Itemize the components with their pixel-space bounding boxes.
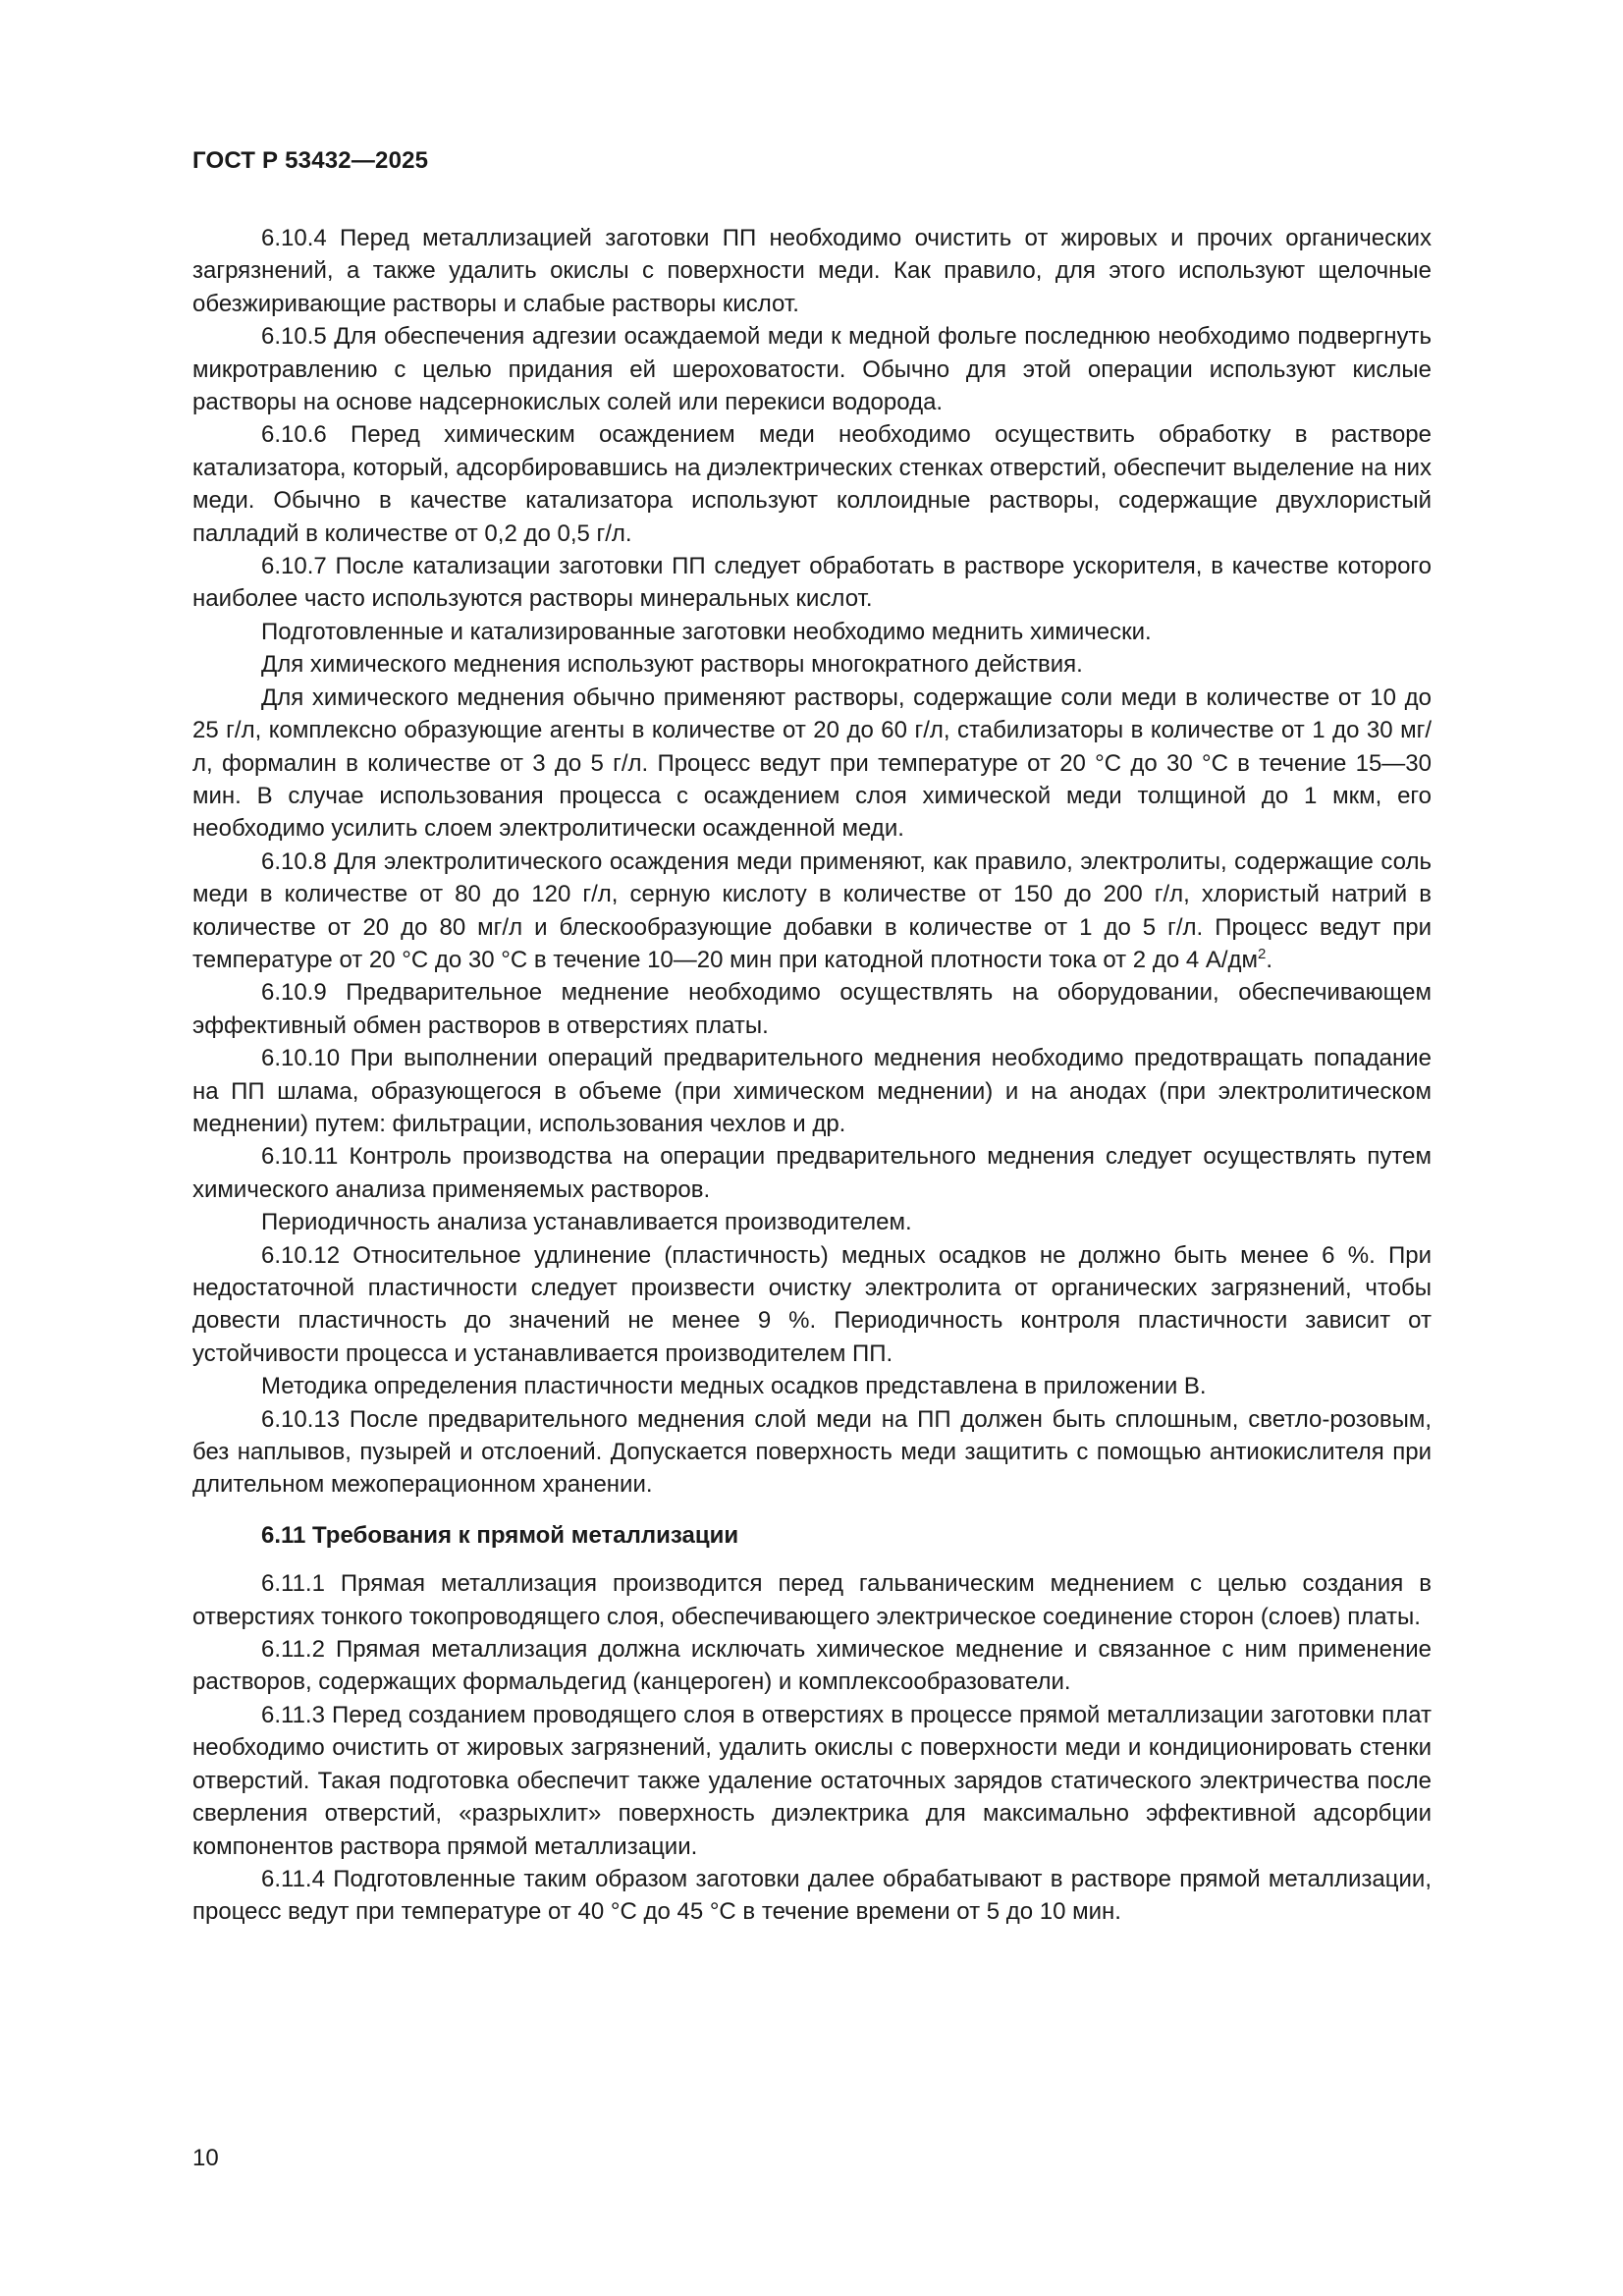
document-header: ГОСТ Р 53432—2025 (192, 147, 429, 174)
page-number: 10 (192, 2145, 219, 2171)
paragraph-6-10-12: 6.10.12 Относительное удлинение (пластичность) медных осадков не должно быть менее 6 %. При недостаточной пластичности следует произвести очистку электролита от органических загрязнений, чтобы довести пластичность до значений не менее 9 %. Периодичность контроля пластичности зависит от устойчивости процесса и устанавливается производителем ПП. (192, 1241, 1432, 1367)
paragraph-6-10-13: 6.10.13 После предварительного меднения слой меди на ПП должен быть сплошным, светло-розовым, без наплывов, пузырей и отслоений. Допускается поверхность меди защитить с помощью антиокислителя при длительном межоперационном хранении. (192, 1405, 1432, 1499)
paragraph-6-11-3: 6.11.3 Перед созданием проводящего слоя в отверстиях в процессе прямой металлизации заготовки плат необходимо очистить от жировых загрязнений, удалить окислы с поверхности меди и кондиционировать стенки отверстий. Такая подготовка обеспечит также удаление остаточных зарядов статического электричества после сверления отверстий, «разрыхлит» поверхность диэлектрика для максимально эффективной адсорбции компонентов раствора прямой металлизации. (192, 1701, 1432, 1860)
paragraph-6-11-4: 6.11.4 Подготовленные таким образом заготовки далее обрабатывают в растворе прямой металлизации, процесс ведут при температуре от 40 °С до 45 °С в течение времени от 5 до 10 мин. (192, 1865, 1432, 1926)
paragraph-prepared-blanks: Подготовленные и катализированные заготовки необходимо меднить химически. (261, 618, 1152, 645)
superscript-2: 2 (1258, 945, 1267, 962)
paragraph-6-10-8 (192, 846, 1432, 977)
paragraph-6-10-11: 6.10.11 Контроль производства на операции предварительного меднения следует осуществлять путем химического анализа применяемых растворов. (192, 1143, 1432, 1203)
paragraph-6-10-8-text: 6.10.8 Для электролитического осаждения меди применяют, как правило, электролиты, содержащие соль меди в количестве от 80 до 120 г/л, серную кислоту в количестве от 150 до 200 г/л, хлористый натрий в количестве от 20 до 80 мг/л и блескообразующие добавки в количестве от 1 до 5 г/л. Процесс ведут при температуре от 20 °С до 30 °С в течение 10—20 мин при катодной плотности тока от 2 до 4 А/дм (192, 847, 1432, 973)
paragraph-6-10-9: 6.10.9 Предварительное меднение необходимо осуществлять на оборудовании, обеспечивающем эффективный обмен растворов в отверстиях платы. (192, 979, 1432, 1039)
paragraph-6-10-4: 6.10.4 Перед металлизацией заготовки ПП необходимо очистить от жировых и прочих органических загрязнений, а также удалить окислы с поверхности меди. Как правило, для этого используют щелочные обезжиривающие растворы и слабые растворы кислот. (192, 225, 1432, 317)
paragraph-analysis-periodicity: Периодичность анализа устанавливается производителем. (261, 1209, 912, 1236)
paragraph-6-10-10: 6.10.10 При выполнении операций предварительного меднения необходимо предотвращать попадание на ПП шлама, образующегося в объеме (при химическом меднении) и на анодах (при электролитическом меднении) путем: фильтрации, использования чехлов и др. (192, 1045, 1432, 1137)
paragraph-6-11-1: 6.11.1 Прямая металлизация производится перед гальваническим меднением с целью создания в отверстиях тонкого токопроводящего слоя, обеспечивающего электрическое соединение сторон (слоев) платы. (192, 1570, 1432, 1630)
paragraph-6-10-6: 6.10.6 Перед химическим осаждением меди необходимо осуществить обработку в растворе катализатора, который, адсорбировавшись на диэлектрических стенках отверстий, обеспечит выделение на них меди. Обычно в качестве катализатора используют коллоидные растворы, содержащие двухлористый палладий в количестве от 0,2 до 0,5 г/л. (192, 421, 1432, 547)
paragraph-6-10-8-tail: . (1266, 946, 1273, 973)
section-title-6-11: 6.11 Требования к прямой металлизации (261, 1521, 739, 1549)
paragraph-chemical-plating-composition: Для химического меднения обычно применяют растворы, содержащие соли меди в количестве от 10 до 25 г/л, комплексно образующие агенты в количестве от 20 до 60 г/л, стабилизаторы в количестве от 1 до 30 мг/л, формалин в количестве от 3 до 5 г/л. Процесс ведут при температуре от 20 °С до 30 °С в течение 15—30 мин. В случае использования процесса с осаждением слоя химической меди толщиной до 1 мкм, его необходимо усилить слоем электролитически осажденной меди. (192, 683, 1432, 843)
paragraph-6-11-2: 6.11.2 Прямая металлизация должна исключать химическое меднение и связанное с ним применение растворов, содержащих формальдегид (канцероген) и комплексообразователи. (192, 1636, 1432, 1696)
paragraph-6-10-7: 6.10.7 После катализации заготовки ПП следует обработать в растворе ускорителя, в качестве которого наиболее часто используются растворы минеральных кислот. (192, 553, 1432, 613)
paragraph-plasticity-method: Методика определения пластичности медных осадков представлена в приложении В. (261, 1373, 1207, 1400)
paragraph-chemical-plating-solutions: Для химического меднения используют растворы многократного действия. (261, 651, 1083, 679)
paragraph-6-10-5: 6.10.5 Для обеспечения адгезии осаждаемой меди к медной фольге последнюю необходимо подвергнуть микротравлению с целью придания ей шероховатости. Обычно для этой операции используют кислые растворы на основе надсернокислых солей или перекиси водорода. (192, 323, 1432, 416)
document-body (192, 222, 1432, 1929)
